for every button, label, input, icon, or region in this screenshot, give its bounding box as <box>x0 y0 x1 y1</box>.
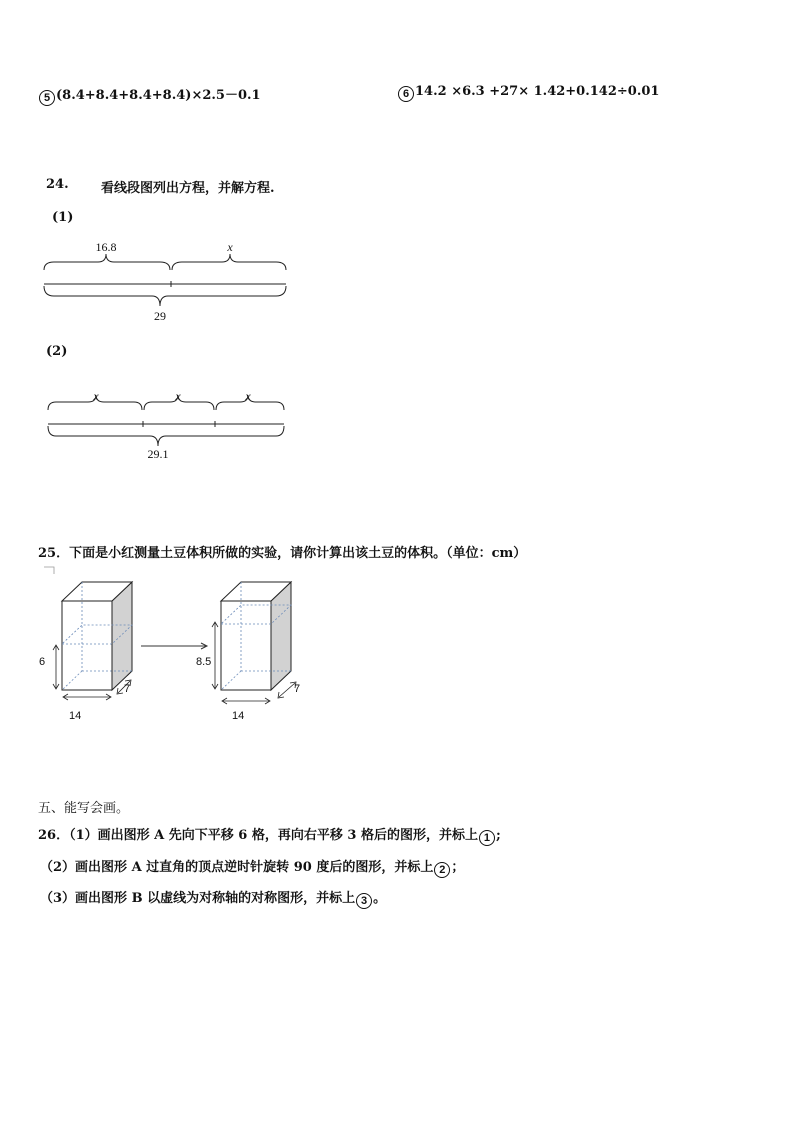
question-24-number: 24. <box>46 177 69 192</box>
q26-line-3-end: 。 <box>373 891 387 906</box>
question-26-line-2 <box>40 856 464 878</box>
segment-label-16-8: 16.8 <box>95 240 117 254</box>
segment-label-x-3: x <box>245 389 251 403</box>
expression-6-text: 14.2 ×6.3 +27× 1.42+0.142÷0.01 <box>415 84 660 99</box>
section-5-title: 五、能写会画。 <box>38 801 130 816</box>
part-1-label: (1) <box>52 210 74 225</box>
expression-5-text: (8.4+8.4+8.4+8.4)×2.5－0.1 <box>56 88 261 103</box>
segment-diagram-1 <box>40 240 300 328</box>
after-width-label: 7 <box>294 683 301 695</box>
expression-5 <box>38 84 261 106</box>
after-height-label: 8.5 <box>196 656 212 668</box>
q26-line-3-text: （3）画出图形 B 以虚线为对称轴的对称图形，并标上 <box>40 891 356 906</box>
question-25-text: 25．下面是小红测量土豆体积所做的实验，请你计算出该土豆的体积。（单位：cm） <box>38 546 527 561</box>
before-height-label: 6 <box>39 656 46 668</box>
q26-line-2-text: （2）画出图形 A 过直角的顶点逆时针旋转 90 度后的图形，并标上 <box>40 860 434 875</box>
before-length-label: 14 <box>69 710 82 722</box>
q26-line-2-end: ； <box>451 860 465 875</box>
circled-number-3: 3 <box>356 893 372 909</box>
part-2-label: (2) <box>46 344 68 359</box>
segment-total-29: 29 <box>154 309 166 323</box>
segment-label-x-2: x <box>175 389 181 403</box>
circled-number-2: 2 <box>434 862 450 878</box>
segment-total-29-1: 29.1 <box>147 447 169 461</box>
circled-number-6: 6 <box>398 86 414 102</box>
expression-6 <box>397 84 659 102</box>
question-24-prompt: 看线段图列出方程，并解方程. <box>101 181 275 196</box>
segment-diagram-2 <box>44 388 304 468</box>
before-width-label: 7 <box>124 683 131 695</box>
segment-label-x: x <box>227 240 233 254</box>
segment-label-x-1: x <box>93 389 99 403</box>
q26-line-1-end: ; <box>495 828 501 843</box>
circled-number-1: 1 <box>479 830 495 846</box>
question-26-line-3 <box>40 887 386 909</box>
question-26-line-1 <box>38 824 501 846</box>
container-after <box>193 576 333 726</box>
after-length-label: 14 <box>232 710 245 722</box>
circled-number-5: 5 <box>39 90 55 106</box>
q26-line-1-text: 26．（1）画出图形 A 先向下平移 6 格，再向右平移 3 格后的图形，并标上 <box>38 828 478 843</box>
